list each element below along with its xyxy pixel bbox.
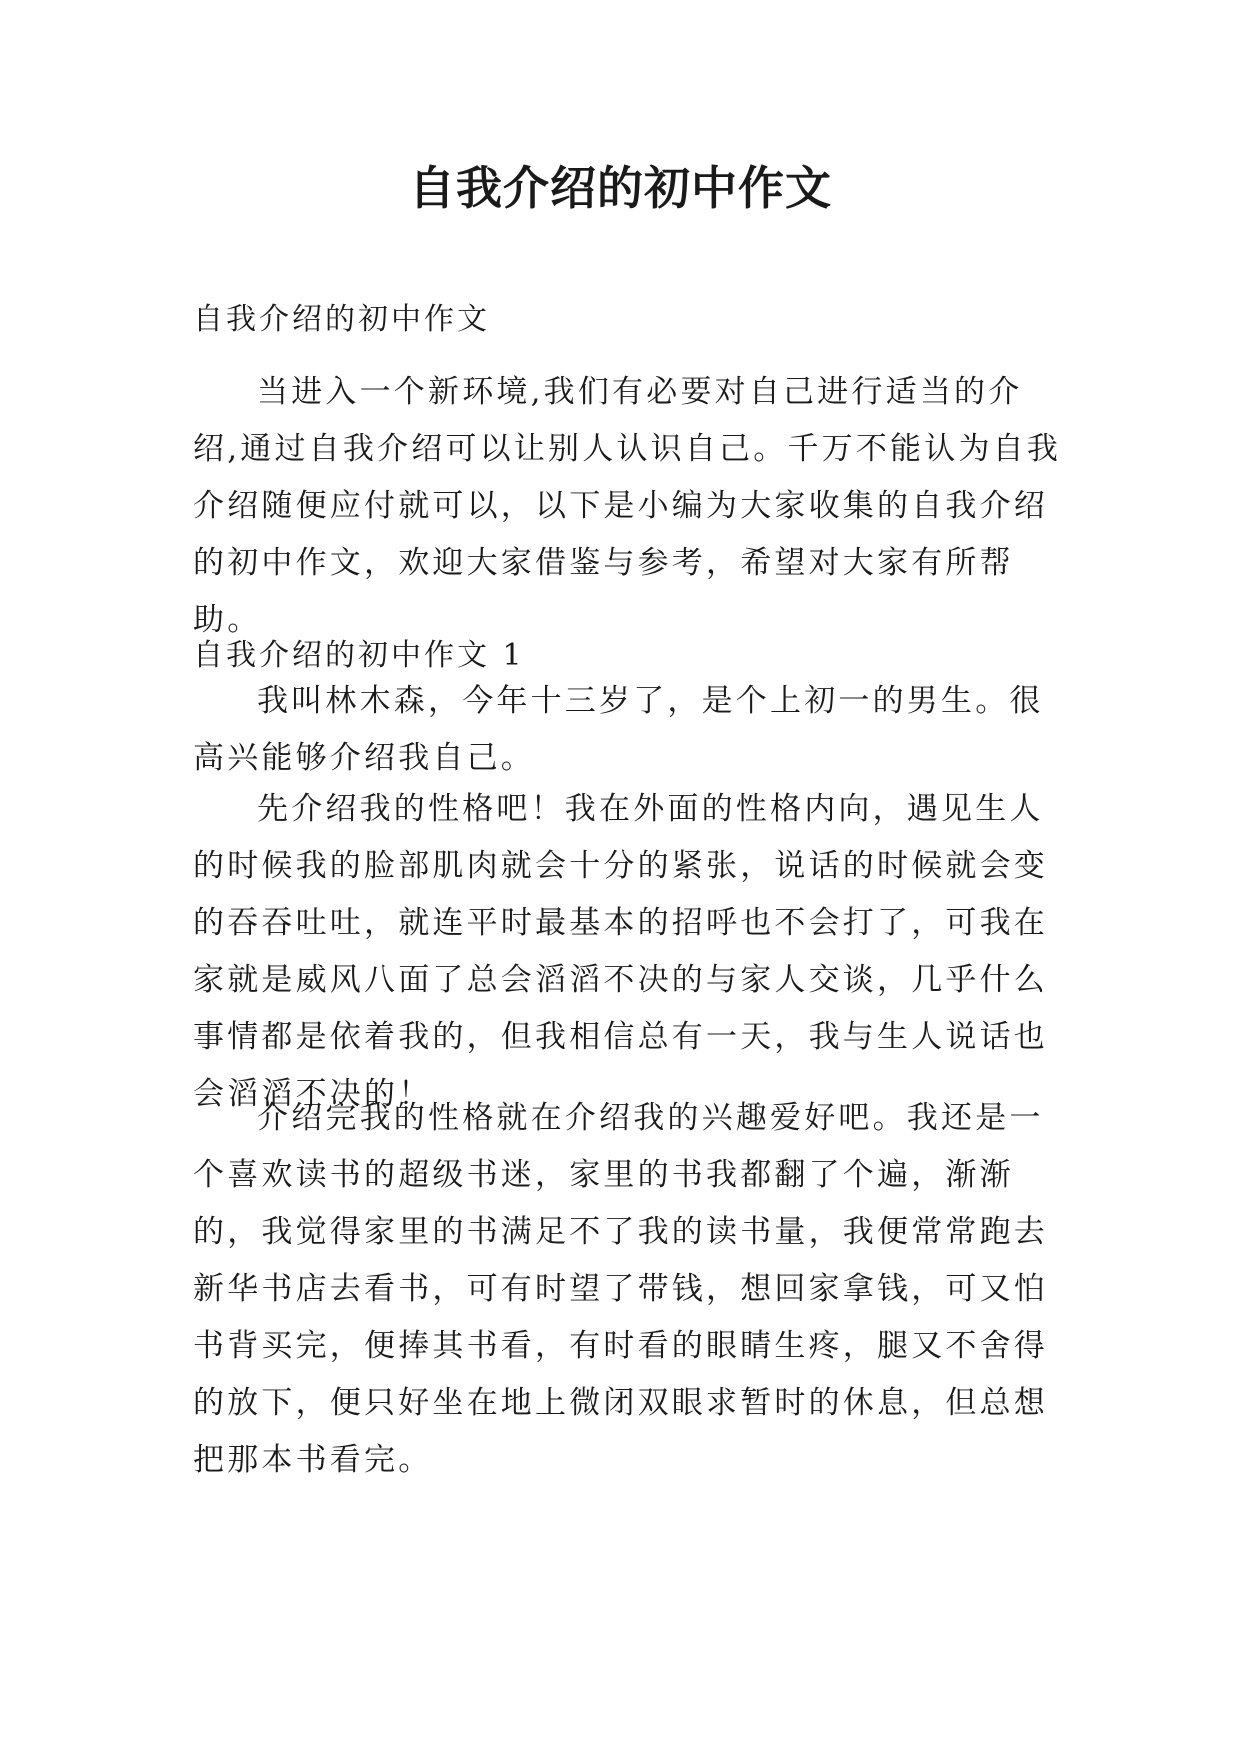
paragraph-1: 我叫林木森，今年十三岁了，是个上初一的男生。很高兴能够介绍我自己。	[193, 683, 1044, 776]
document-title: 自我介绍的初中作文	[409, 161, 832, 215]
section-heading-1: 自我介绍的初中作文 1	[193, 638, 525, 673]
document-subtitle: 自我介绍的初中作文	[193, 302, 490, 337]
paragraph-3: 介绍完我的性格就在介绍我的兴趣爱好吧。我还是一个喜欢读书的超级书迷，家里的书我都翻了个遍，渐渐的，我觉得家里的书满足不了我的读书量，我便常常跑去新华书店去看书，可有时望了带钱，想回家拿钱，可又怕书背买完，便捧其书看，有时看的眼睛生疼，腿又不舍得的放下，便只好坐在地上微闭双眼求暂时的休息，但总想把那本书看完。	[193, 1100, 1048, 1478]
paragraph-2: 先介绍我的性格吧！我在外面的性格内向，遇见生人的时候我的脸部肌肉就会十分的紧张，说话的时候就会变的吞吞吐吐，就连平时最基本的招呼也不会打了，可我在家就是威风八面了总会滔滔不决的与家人交谈，几乎什么事情都是依着我的，但我相信总有一天，我与生人说话也会滔滔不决的！	[193, 791, 1048, 1112]
intro-paragraph: 当进入一个新环境,我们有必要对自己进行适当的介绍,通过自我介绍可以让别人认识自己。千万不能认为自我介绍随便应付就可以，以下是小编为大家收集的自我介绍的初中作文，欢迎大家借鉴与参考，希望对大家有所帮助。	[193, 374, 1062, 638]
